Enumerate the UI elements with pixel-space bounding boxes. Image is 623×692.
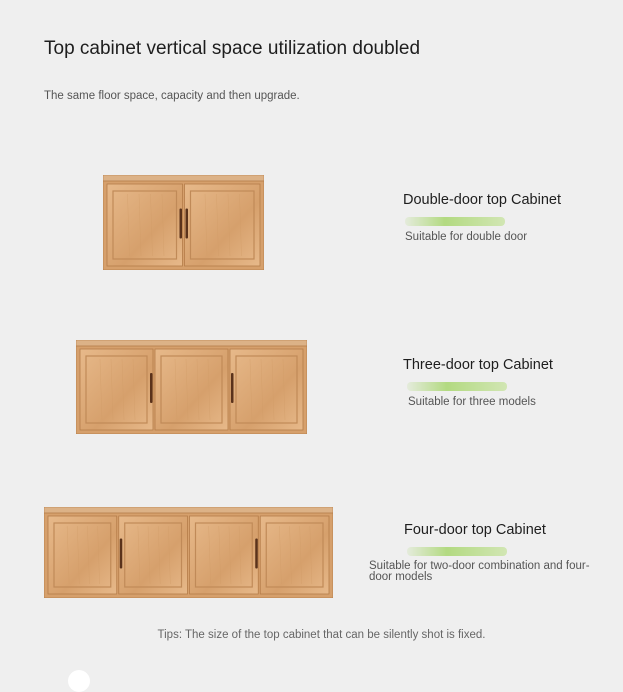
double-door-cabinet-image (103, 175, 264, 270)
door-handle (231, 373, 234, 403)
door-handle (186, 209, 189, 239)
label-highlight (405, 217, 505, 226)
cabinet-door (119, 516, 188, 594)
cabinet-door (260, 516, 329, 594)
cabinet-desc-double-door: Suitable for double door (405, 231, 528, 243)
four-door-cabinet-image (44, 507, 333, 598)
cabinet-drawing (76, 340, 307, 434)
cabinet-door (155, 349, 228, 430)
door-handle (150, 373, 153, 403)
page-subtitle: The same floor space, capacity and then upgrade. (44, 90, 300, 102)
cabinet-door (185, 184, 261, 266)
label-highlight (407, 547, 507, 556)
label-highlight (407, 382, 507, 391)
door-handle (120, 539, 123, 569)
tips-note: Tips: The size of the top cabinet that can be silently shot is fixed. (157, 629, 486, 641)
cabinet-label-double-door: Double-door top Cabinet (403, 192, 561, 208)
page-title: Top cabinet vertical space utilization doubled (44, 38, 421, 59)
cabinet-door (80, 349, 153, 430)
scroll-dot (68, 670, 90, 692)
cabinet-door (190, 516, 259, 594)
cabinet-desc-four-door: Suitable for two-door combination and four-door models (369, 560, 590, 583)
cabinet-desc-three-door: Suitable for three models (408, 396, 536, 408)
cabinet-drawing (44, 507, 333, 598)
cabinet-label-three-door: Three-door top Cabinet (403, 357, 553, 373)
cabinet-drawing (103, 175, 264, 270)
cabinet-label-four-door: Four-door top Cabinet (404, 522, 546, 538)
cabinet-door (107, 184, 183, 266)
cabinet-door (230, 349, 303, 430)
cabinet-door (48, 516, 117, 594)
three-door-cabinet-image (76, 340, 307, 434)
door-handle (255, 539, 258, 569)
door-handle (180, 209, 183, 239)
